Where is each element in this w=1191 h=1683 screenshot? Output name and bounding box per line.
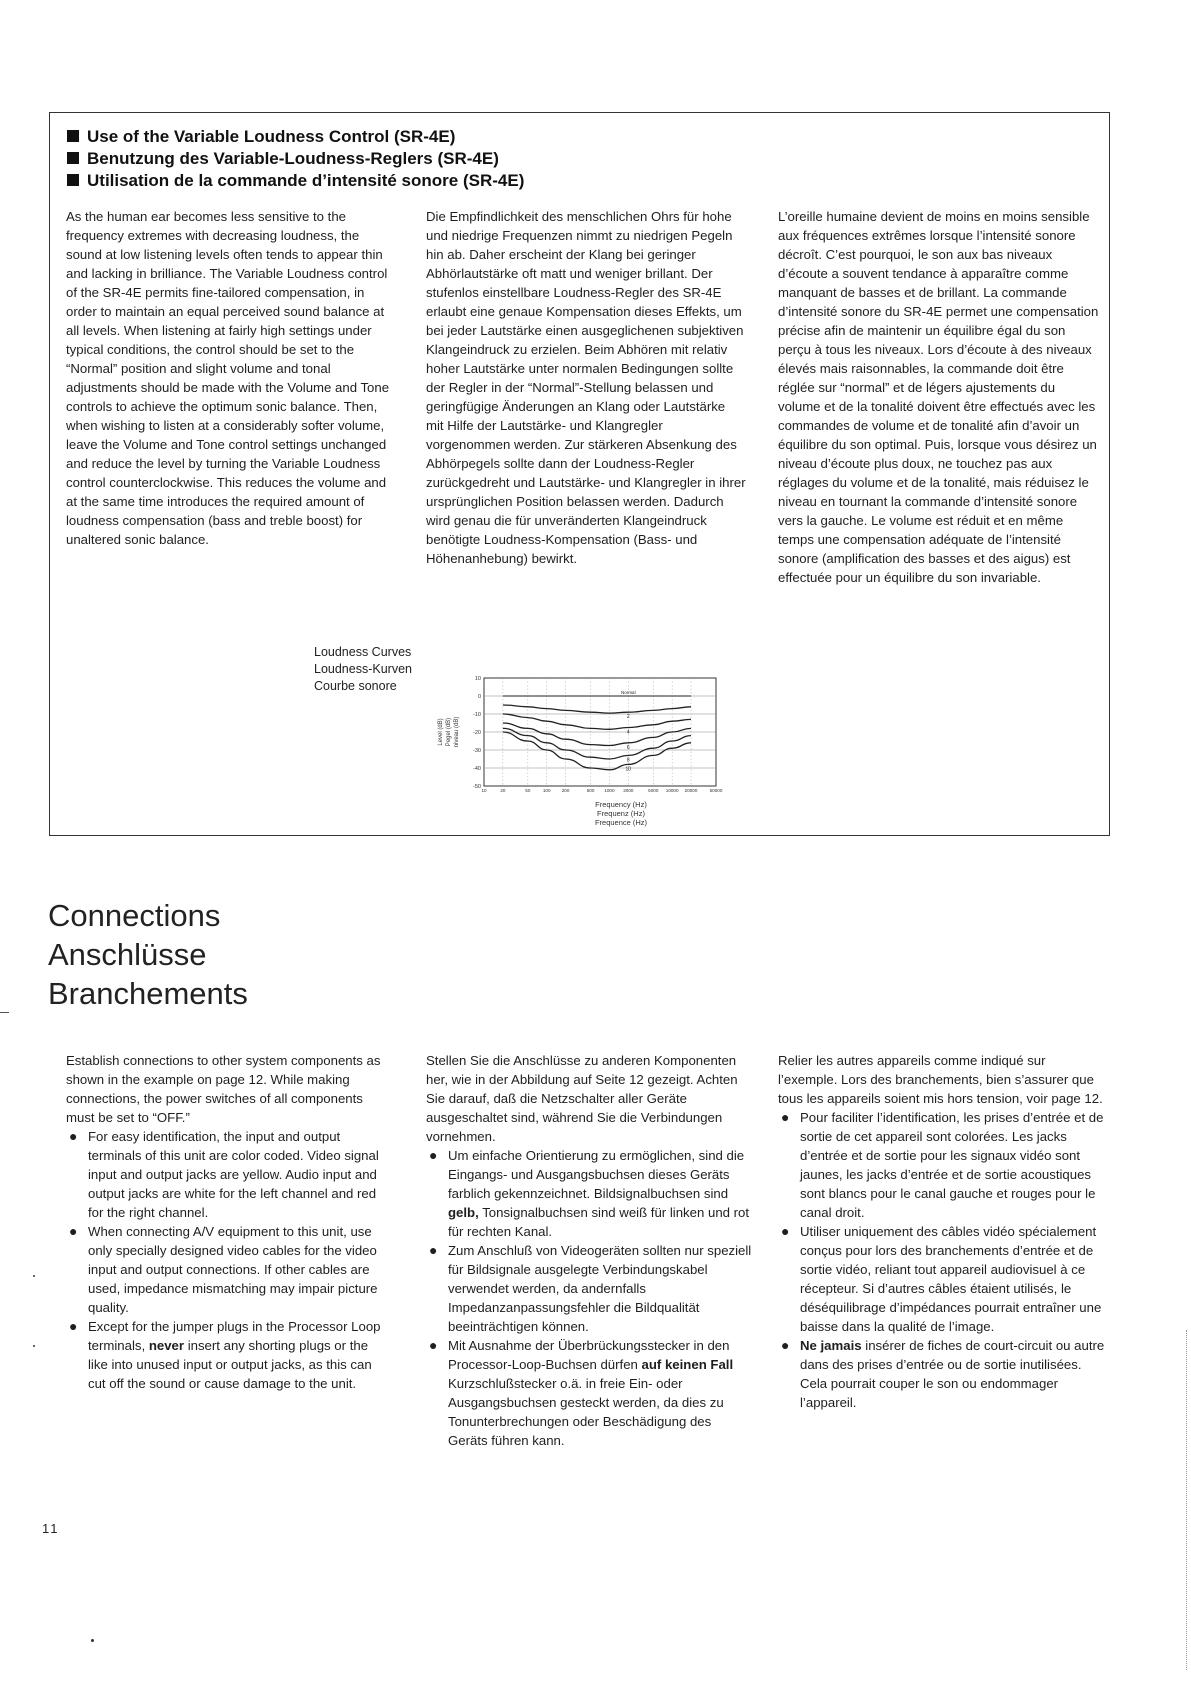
bullet-icon: ● [69,1223,78,1239]
x-axis-label-en: Frequency (Hz) [595,800,647,809]
intro-en: Establish connections to other system components as shown in the example on page 12. While making connections, the power switches of all components must be set to “OFF.” [66,1053,381,1125]
chart-title-en: Loudness Curves [314,645,412,659]
x-tick-label: 1000 [604,788,615,793]
x-tick-label: 2000 [623,788,634,793]
x-axis-label-de: Frequenz (Hz) [597,809,645,818]
y-tick-label: -40 [473,766,481,772]
series-label: 8 [626,757,630,764]
bullet-icon: ● [69,1318,78,1334]
series-label: 4 [626,729,630,736]
square-bullet-icon [67,174,79,186]
intro-fr: Relier les autres appareils comme indiqué sur l’exemple. Lors des branchements, bien s’assurer que tous les appareils soient mis hors tension, voir page 12. [778,1053,1103,1106]
heading-fr: Utilisation de la commande d’intensité sonore (SR-4E) [67,170,524,192]
series-line-8 [503,728,691,759]
y-tick-label: -30 [473,748,481,754]
y-tick-label: -10 [473,712,481,718]
title-en: Connections [48,898,221,933]
list-item: ● Mit Ausnahme der Überbrückungsstecker in den Processor-Loop-Buchsen dürfen auf keinen Fall Kurzschlußstecker o.ä. in freie Ein- oder Ausgangsbuchsen gesteckt werden, da dies zu Tonunterbrechungen oder Beschädigung des Geräts führen kann. [429,1337,734,1448]
x-tick-label: 10000 [665,788,679,793]
x-axis-label-fr: Frequence (Hz) [594,818,648,827]
scan-edge [1186,1330,1188,1670]
connections-title [48,896,248,1013]
x-tick-label: 50000 [709,788,723,793]
list-item: ● When connecting A/V equipment to this unit, use only specially designed video cables for the video input and output connections. If other cables are used, impedance mismatching may impair picture quality. [69,1223,378,1315]
bullet-list-de [426,1146,752,1450]
intro-de: Stellen Sie die Anschlüsse zu anderen Komponenten her, wie in der Abbildung auf Seite 12 gezeigt. Achten Sie darauf, daß die Netzschalter aller Geräte ausgeschaltet sind, während Sie die Verbindungen vornehmen. [426,1053,738,1144]
list-item: ● For easy identification, the input and output terminals of this unit are color coded. Video signal input and output jacks are yellow. Audio input and output jacks are white for the left channel and red for the right channel. [69,1128,379,1220]
scan-speck [33,1345,35,1347]
list-item: ● Pour faciliter l’identification, les prises d’entrée et de sortie de cet appareil sont colorées. Les jacks d’entrée et de sortie pour les signaux vidéo sont jaunes, les jacks d’entrée et de sortie acoustiques sont blancs pour le canal gauche et rouges pour le canal droit. [781,1109,1104,1220]
list-item: ● Except for the jumper plugs in the Processor Loop terminals, never insert any shorting plugs or the like into unused input or output jacks, as this can cut off the sound or cause damage to the unit. [69,1318,381,1391]
series-line-2 [503,705,691,713]
y-axis-label: Level (dB) [438,718,444,746]
bullet-icon: ● [781,1109,790,1125]
heading-de: Benutzung des Variable-Loudness-Reglers (SR-4E) [67,148,524,170]
loudness-text-de [426,207,746,568]
bullet-icon: ● [429,1242,438,1258]
loudness-chart-svg [430,666,730,802]
x-tick-label: 20000 [684,788,698,793]
margin-tick [0,1012,9,1013]
loudness-text-en [66,207,396,549]
loudness-paragraph-en: As the human ear becomes less sensitive to the frequency extremes with decreasing loudness, the sound at low listening levels often tends to appear thin and lacking in brilliance. The Variable Loudness control of the SR-4E permits fine-tailored compensation, in order to maintain an equal perceived sound balance at all levels. When listening at fairly high settings under typical conditions, the control should be set to the “Normal” position and slight volume and tonal adjustments should be made with the Volume and Tone controls to achieve the optimum sonic balance. Then, when wishing to listen at a considerably softer volume, leave the Volume and Tone control settings unchanged and reduce the level by turning the Variable Loudness control counterclockwise. This reduces the volume and at the same time introduces the required amount of loudness compensation (bass and treble boost) for unaltered sonic balance. [66,209,390,547]
x-tick-label: 50 [525,788,531,793]
connections-text-fr [778,1051,1108,1412]
title-fr: Branchements [48,976,248,1011]
square-bullet-icon [67,130,79,142]
bullet-icon: ● [781,1337,790,1353]
connections-text-en [66,1051,384,1393]
y-tick-label: 10 [474,676,481,682]
x-tick-label: 200 [561,788,570,793]
y-tick-label: -50 [473,784,481,790]
y-tick-label: -20 [473,730,481,736]
bullet-icon: ● [781,1223,790,1239]
x-tick-label: 500 [586,788,595,793]
scan-speck [91,1639,94,1642]
list-item: ● Zum Anschluß von Videogeräten sollten nur speziell für Bildsignale ausgelegte Verbindungskabel verwendet werden, da andernfalls Impedanzanpassungsfehler die Bildqualität beeinträchtigen können. [429,1242,752,1334]
loudness-headings [67,126,524,192]
x-tick-label: 20 [500,788,506,793]
y-axis-label: Pegel (dB) [446,717,452,747]
connections-text-de [426,1051,752,1450]
y-axis-label: niveau (dB) [454,716,460,748]
list-item: ● Utiliser uniquement des câbles vidéo spécialement conçus pour lors des branchements d’entrée et de sortie vidéo, reliant tout appareil audiovisuel à ce récepteur. Si d’autres câbles étaient utilisés, le déséquilibrage d’impédances pourrait entraîner une baisse dans la qualité de l’image. [781,1223,1102,1334]
title-de: Anschlüsse [48,937,207,972]
x-tick-label: 5000 [648,788,659,793]
series-line-4 [503,714,691,729]
x-tick-label: 100 [542,788,551,793]
list-item: ● Ne jamais insérer de fiches de court-circuit ou autre dans des prises d’entrée ou de sortie inutilisées. Cela pourrait couper le son ou endommager l’appareil. [781,1337,1105,1410]
bullet-icon: ● [429,1147,438,1163]
scan-speck [33,1275,35,1277]
list-item: ● Um einfache Orientierung zu ermöglichen, sind die Eingangs- und Ausgangsbuchsen dieses Geräts farblich gekennzeichnet. Bildsignalbuchsen sind gelb, Tonsignalbuchsen sind weiß für linken und rot für rechten Kanal. [429,1147,750,1239]
loudness-text-fr [778,207,1100,587]
heading-en: Use of the Variable Loudness Control (SR-4E) [67,126,524,148]
y-tick-label: 0 [477,694,481,700]
chart-layer [438,676,723,793]
series-line-10 [503,729,691,773]
square-bullet-icon [67,152,79,164]
series-label: Normal [621,690,636,695]
loudness-paragraph-fr: L’oreille humaine devient de moins en moins sensible aux fréquences extrêmes lorsque l’intensité sonore décroît. C’est pourquoi, le son aux bas niveaux d’écoute a souvent tendance à apparaître comme manquant de basses et de brillant. La commande d’intensité sonore du SR-4E permet une compensation précise afin de maintenir un équilibre égal du son perçu à tous les niveaux. Lors d’écoute à des niveaux élevés mais raisonnables, la commande doit être réglée sur “normal” et de légers ajustements du volume et de la tonalité doivent être effectués avec les commandes de volume et de tonalité afin d’avoir un équilibre du son optimal. Puis, lorsque vous désirez un niveau d’écoute plus doux, ne touchez pas aux réglages du volume et de la tonalité, mais réduisez le niveau en tournant la commande d’intensité sonore vers la gauche. Le volume est réduit et en même temps une compensation adéquate de l’intensité sonore (amplification des basses et des aigus) est effectuée pour un équilibre du son invariable. [778,209,1099,585]
chart-title-block [314,644,412,695]
loudness-paragraph-de: Die Empfindlichkeit des menschlichen Ohrs für hohe und niedrige Frequenzen nimmt zu niedrigen Pegeln hin ab. Daher erscheint der Klang bei geringer Abhörlautstärke oft matt und weniger brillant. Der stufenlos einstellbare Loudness-Regler des SR-4E erlaubt eine genaue Kompensation dieses Effekts, um bei jeder Lautstärke einen ausgeglichenen subjektiven Klangeindruck zu erzielen. Beim Abhören mit relativ hoher Lautstärke unter normalen Bedingungen sollte der Regler in der “Normal”-Stellung belassen und geringfügige Änderungen an Klang oder Lautstärke mit Hilfe der Lautstärke- und Klangregler vorgenommen werden. Zur stärkeren Absenkung des Abhörpegels sollte dann der Loudness-Regler zurückgedreht und Lautstärke- und Klangregler in ihrer ursprünglichen Position belassen werden. Dadurch wird genau die für unveränderten Klangeindruck benötigte Loudness-Kompensation (Bass- und Höhenanhebung) bewirkt. [426,209,746,566]
loudness-chart [430,666,730,807]
bullet-list-en [66,1127,384,1393]
series-label: 2 [626,714,630,721]
bullet-icon: ● [429,1337,438,1353]
series-label: 6 [626,744,630,751]
chart-title-fr: Courbe sonore [314,679,397,693]
x-tick-label: 10 [481,788,487,793]
bullet-icon: ● [69,1128,78,1144]
frequency-axis-labels [566,800,676,827]
chart-title-de: Loudness-Kurven [314,662,412,676]
bullet-list-fr [778,1108,1108,1412]
series-label: 10 [625,766,632,773]
page-number: 11 [42,1521,60,1536]
